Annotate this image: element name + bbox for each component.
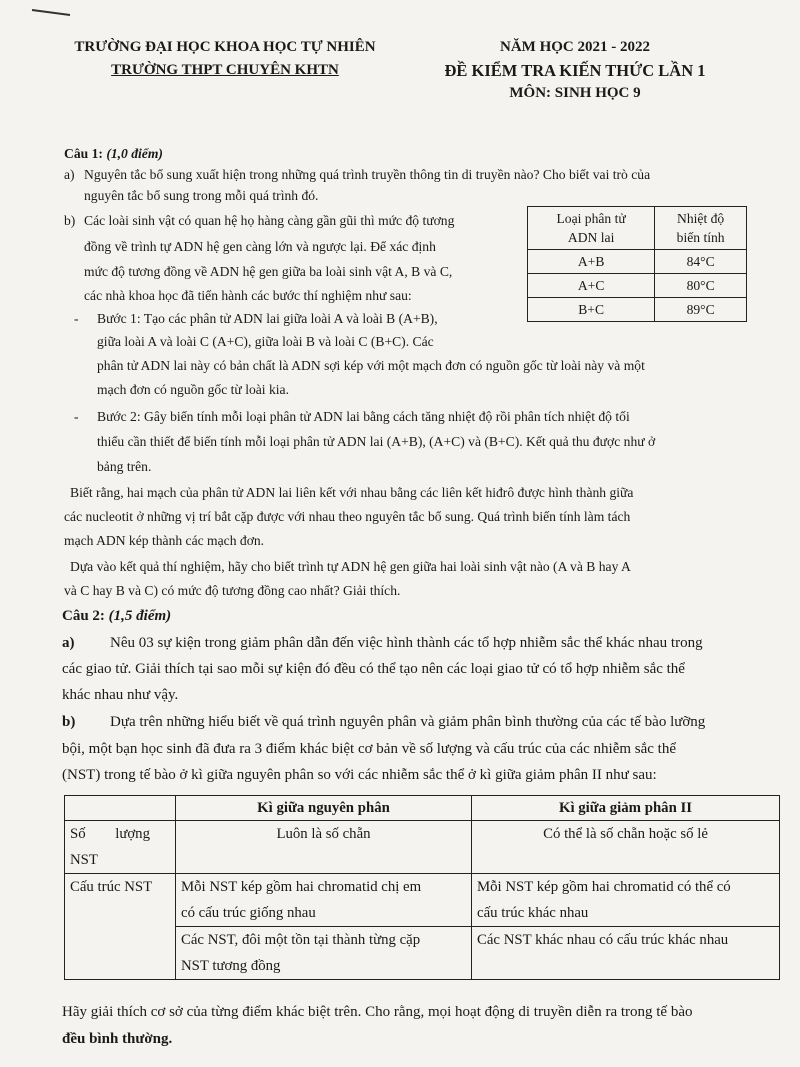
table-cell: Cấu trúc NST xyxy=(65,874,176,980)
q2a-label: a) xyxy=(62,635,75,651)
table-row xyxy=(528,250,747,274)
table-cell: B+C xyxy=(528,298,655,322)
q2b-line: (NST) trong tế bào ở kì giữa nguyên phân so với các nhiễm sắc thể ở kì giữa giảm phân II như sau: xyxy=(62,767,657,783)
q1b-line: các nhà khoa học đã tiến hành các bước thí nghiệm như sau: xyxy=(84,288,412,303)
step2-line: Bước 2: Gây biến tính mỗi loại phân tử ADN lai bằng cách tăng nhiệt độ rồi phân tích nhiệt độ tối xyxy=(97,409,630,424)
table-header-cell: Loại phân tử ADN lai xyxy=(528,207,655,250)
q2b-line: Dựa trên những hiểu biết về quá trình nguyên phân và giảm phân bình thường của các tế bào lưỡng xyxy=(110,714,706,730)
highschool-name: TRƯỜNG THPT CHUYÊN KHTN xyxy=(111,62,339,78)
table-cell: Có thể là số chẵn hoặc số lẻ xyxy=(472,821,780,874)
table-cell: 80°C xyxy=(655,274,747,298)
table-cell: 89°C xyxy=(655,298,747,322)
q1-para2-line: Dựa vào kết quả thí nghiệm, hãy cho biết trình tự ADN hệ gen giữa hai loài sinh vật nào (A và B hay A xyxy=(70,559,631,574)
q1-para2-line: và C hay B và C) có mức độ tương đồng cao nhất? Giải thích. xyxy=(64,583,401,598)
q2-label: Câu 2: xyxy=(62,608,105,624)
step1-line: giữa loài A và loài C (A+C), giữa loài B và loài C (B+C). Các xyxy=(97,334,434,349)
school-year: NĂM HỌC 2021 - 2022 xyxy=(500,39,650,55)
table-header-cell: Nhiệt độ biến tính xyxy=(655,207,747,250)
q1a-line: Nguyên tắc bổ sung xuất hiện trong những quá trình truyền thông tin di truyền nào? Cho biết vai trò của xyxy=(84,167,651,182)
q2-final-line: Hãy giải thích cơ sở của từng điểm khác biệt trên. Cho rằng, mọi hoạt động di truyền diễn ra trong tế bào xyxy=(62,1004,693,1020)
bullet-2: - xyxy=(74,409,79,424)
step1-line: mạch đơn có nguồn gốc từ loài kia. xyxy=(97,382,289,397)
table-header-cell: Kì giữa giảm phân II xyxy=(472,796,780,821)
step1-line: Bước 1: Tạo các phân tử ADN lai giữa loài A và loài B (A+B), xyxy=(97,311,438,326)
q1-points: (1,0 điểm) xyxy=(106,146,163,161)
q1-title xyxy=(64,143,163,164)
q1a-label: a) xyxy=(64,167,75,182)
table-cell: A+C xyxy=(528,274,655,298)
table-cell: Mỗi NST kép gồm hai chromatid chị em có cấu trúc giống nhau xyxy=(176,874,472,927)
q1b-label: b) xyxy=(64,213,76,228)
q1b-line: đồng về trình tự ADN hệ gen càng lớn và ngược lại. Để xác định xyxy=(84,239,436,254)
header-left xyxy=(55,36,395,82)
q1-para1-line: Biết rằng, hai mạch của phân tử ADN lai liên kết với nhau bằng các liên kết hiđrô được hình thành giữa xyxy=(70,485,634,500)
school-name: TRƯỜNG ĐẠI HỌC KHOA HỌC TỰ NHIÊN xyxy=(74,39,376,55)
table-cell: Các NST, đôi một tồn tại thành từng cặp NST tương đồng xyxy=(176,927,472,980)
q2-points: (1,5 điểm) xyxy=(108,608,172,624)
subject-title: MÔN: SINH HỌC 9 xyxy=(509,85,641,101)
q1-label: Câu 1: xyxy=(64,146,103,161)
table-cell: Số lượng NST xyxy=(65,821,176,874)
step1-line: phân tử ADN lai này có bản chất là ADN sợi kép với một mạch đơn có nguồn gốc từ loài này và một xyxy=(97,358,645,373)
table-row xyxy=(65,874,780,927)
q1-para1-line: mạch ADN kép thành các mạch đơn. xyxy=(64,533,265,548)
table-cell: 84°C xyxy=(655,250,747,274)
table-header-cell: Kì giữa nguyên phân xyxy=(176,796,472,821)
table-row xyxy=(65,821,780,874)
exam-title: ĐỀ KIỂM TRA KIẾN THỨC LẦN 1 xyxy=(444,61,706,80)
q2b-label: b) xyxy=(62,714,76,730)
table-header-cell xyxy=(65,796,176,821)
q2-final-line: đều bình thường. xyxy=(62,1031,173,1047)
q2b-line: bội, một bạn học sinh đã đưa ra 3 điểm khác biệt cơ bản về số lượng và cấu trúc của các nhiễm sắc thể xyxy=(62,741,676,757)
bullet-1: - xyxy=(74,311,79,326)
table-row xyxy=(528,207,747,250)
q1a-line: nguyên tắc bổ sung trong mỗi quá trình đó. xyxy=(84,188,319,203)
step2-line: bảng trên. xyxy=(97,459,152,474)
table-row xyxy=(65,796,780,821)
table-cell: Luôn là số chẵn xyxy=(176,821,472,874)
q2a-line: khác nhau như vậy. xyxy=(62,687,179,703)
q2a-line: các giao tử. Giải thích tại sao mỗi sự kiện đó đều có thể tạo nên các loại giao tử có tổ hợp nhiễm sắc thể xyxy=(62,661,685,677)
pen-mark xyxy=(30,6,76,18)
step2-line: thiểu cần thiết để biến tính mỗi loại phân tử ADN lai (A+B), (A+C) và (B+C). Kết quả thu được như ở xyxy=(97,434,656,449)
table-row xyxy=(528,274,747,298)
header-right xyxy=(410,36,740,105)
q1b-line: mức độ tương đồng về ADN hệ gen giữa ba loài sinh vật A, B và C, xyxy=(84,264,453,279)
table-cell: Các NST khác nhau có cấu trúc khác nhau xyxy=(472,927,780,980)
q1-para1-line: các nucleotit ở những vị trí bắt cặp được với nhau theo nguyên tắc bổ sung. Quá trình biến tính làm tách xyxy=(64,509,631,524)
chromosome-table xyxy=(64,795,780,980)
denaturation-table xyxy=(527,206,747,322)
q2-title xyxy=(62,604,171,629)
table-cell: A+B xyxy=(528,250,655,274)
table-cell: Mỗi NST kép gồm hai chromatid có thể có cấu trúc khác nhau xyxy=(472,874,780,927)
q1b-line: Các loài sinh vật có quan hệ họ hàng càng gần gũi thì mức độ tương xyxy=(84,213,455,228)
q2a-line: Nêu 03 sự kiện trong giảm phân dẫn đến việc hình thành các tổ hợp nhiễm sắc thể khác nhau trong xyxy=(110,635,703,651)
table-row xyxy=(528,298,747,322)
